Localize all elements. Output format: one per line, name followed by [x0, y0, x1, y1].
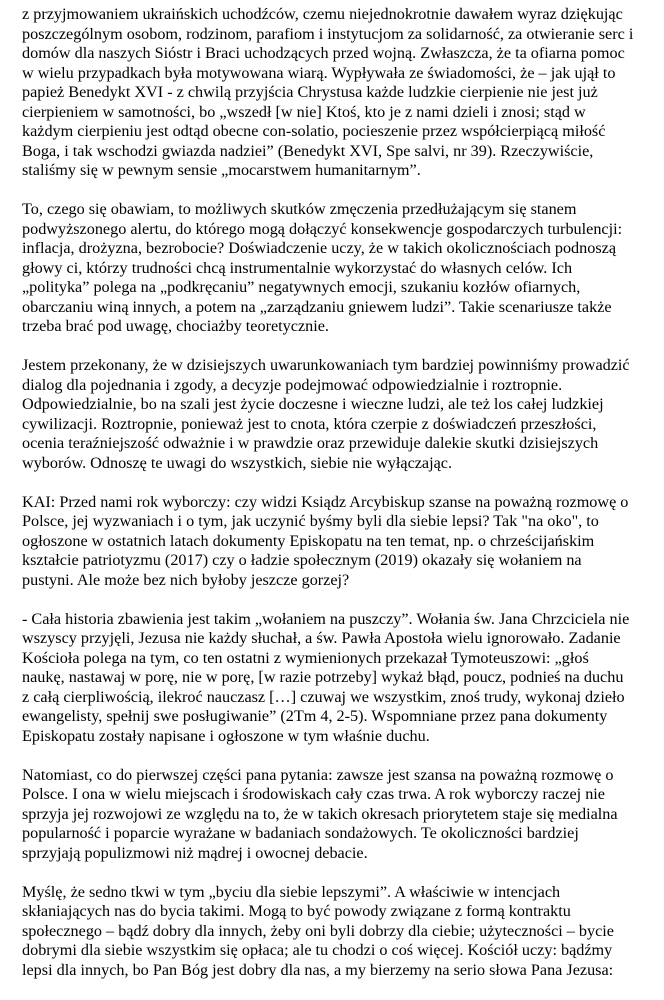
- paragraph-dialogue: Jestem przekonany, że w dzisiejszych uwarunkowaniach tym bardziej powinniśmy prowadzić dialog dla pojednania i zgody, a decyzje podejmować odpowiedzialnie i roztropnie. Odpowiedzialnie, bo na szali jest życie doczesne i wieczne ludzi, ale też los całej ludzkiej cywilizacji. Roztropnie, ponieważ jest to cnota, która czerpie z doświadczeń przeszłości, ocenia teraźniejszość odważnie i w prawdzie oraz przewiduje dalekie skutki dzisiejszych wyborów. Odnoszę te uwagi do wszystkich, siebie nie wyłączając.: [22, 356, 630, 472]
- paragraph-election-year: Natomiast, co do pierwszej części pana pytania: zawsze jest szansa na poważną rozmowę o Polsce. I ona w wielu miejscach i środowiskach cały czas trwa. A rok wyborczy raczej nie sprzyja jej rozwojowi ze względu na to, że w takich okresach priorytetem staje się medialna popularność i poparcie wyrażane w badaniach sondażowych. Te okoliczności bardziej sprzyjają populizmowi niż mądrej i owocnej debacie.: [22, 765, 618, 862]
- paragraph-being-better: Myślę, że sedno tkwi w tym „byciu dla siebie lepszymi”. A właściwie w intencjach skłaniających nas do bycia takimi. Mogą to być powody związane z formą kontraktu społecznego – bądź dobry dla innych, żeby oni byli dobrzy dla ciebie; użyteczności – bycie dobrymi dla siebie wszystkim się opłaca; ale tu chodzi o coś więcej. Kościół uczy: bądźmy lepsi dla innych, bo Pan Bóg jest dobry dla nas, a my bierzemy na serio słowa Pana Jezusa:: [22, 882, 614, 979]
- paragraph-salvation-history: - Cała historia zbawienia jest takim „wołaniem na puszczy”. Wołania św. Jana Chrzciciela nie wszyscy przyjęli, Jezusa nie każdy słuchał, a św. Pawła Apostoła wielu ignorowało. Zadanie Kościoła polega na tym, co ten ostatni z wymienionych przekazał Tymoteuszowi: „głoś naukę, nastawaj w porę, nie w porę, [w razie potrzeby] wykaż błąd, poucz, podnieś na duchu z całą cierpliwością, ilekroć nauczasz […] czuwaj we wszystkim, znoś trudy, wykonaj dzieło ewangelisty, spełnij swe posługiwanie” (2Tm 4, 2-5). Wspomniane przez pana dokumenty Episkopatu zostały napisane i ogłoszone w tym właśnie duchu.: [22, 609, 630, 745]
- paragraph-kai-question: KAI: Przed nami rok wyborczy: czy widzi Ksiądz Arcybiskup szanse na poważną rozmowę o Polsce, jej wyzwaniach i o tym, jak uczynić byśmy byli dla siebie lepsi? Tak "na oko", to ogłoszone w ostatnich latach dokumenty Episkopatu na ten temat, np. o chrześcijańskim kształcie patriotyzmu (2017) czy o ładzie społecznym (2019) okazały się wołaniem na pustyni. Ale może bez nich byłoby jeszcze gorzej?: [22, 492, 629, 589]
- paragraph-refugees: z przyjmowaniem ukraińskich uchodźców, czemu niejednokrotnie dawałem wyraz dziękując poszczególnym osobom, rodzinom, parafiom i instytucjom za solidarność, za otwieranie serc i domów dla naszych Sióstr i Braci uchodzących przed wojną. Zwłaszcza, że ta ofiarna pomoc w wielu przypadkach była motywowana wiarą. Wypływała ze świadomości, że – jak ujął to papież Benedykt XVI - z chwilą przyjścia Chrystusa każde ludzkie cierpienie nie jest już cierpieniem w samotności, bo „wszedł [w nie] Ktoś, kto je z nami dzieli i znosi; stąd w każdym cierpieniu jest odtąd obecne con-solatio, pocieszenie przez współcierpiącą miłość Boga, i tak wschodzi gwiazda nadziei” (Benedykt XVI, Spe salvi, nr 39). Rzeczywiście, staliśmy się w pewnym sensie „mocarstwem humanitarnym”.: [22, 5, 634, 179]
- paragraph-fatigue: To, czego się obawiam, to możliwych skutków zmęczenia przedłużającym się stanem podwyższonego alertu, do którego mogą dołączyć konsekwencje gospodarczych turbulencji: inflacja, drożyzna, bezrobocie? Doświadczenie uczy, że w takich okolicznościach podnoszą głowy ci, którzy trudności chcą instrumentalnie wykorzystać do własnych celów. Ich „polityka” polega na „podkręcaniu” negatywnych emocji, szukaniu kozłów ofiarnych, obarczaniu winą innych, a potem na „zarządzaniu gniewem ludzi”. Takie scenariusze także trzeba brać pod uwagę, chociażby teoretycznie.: [22, 200, 623, 335]
- document-page: [22, 5, 652, 1000]
